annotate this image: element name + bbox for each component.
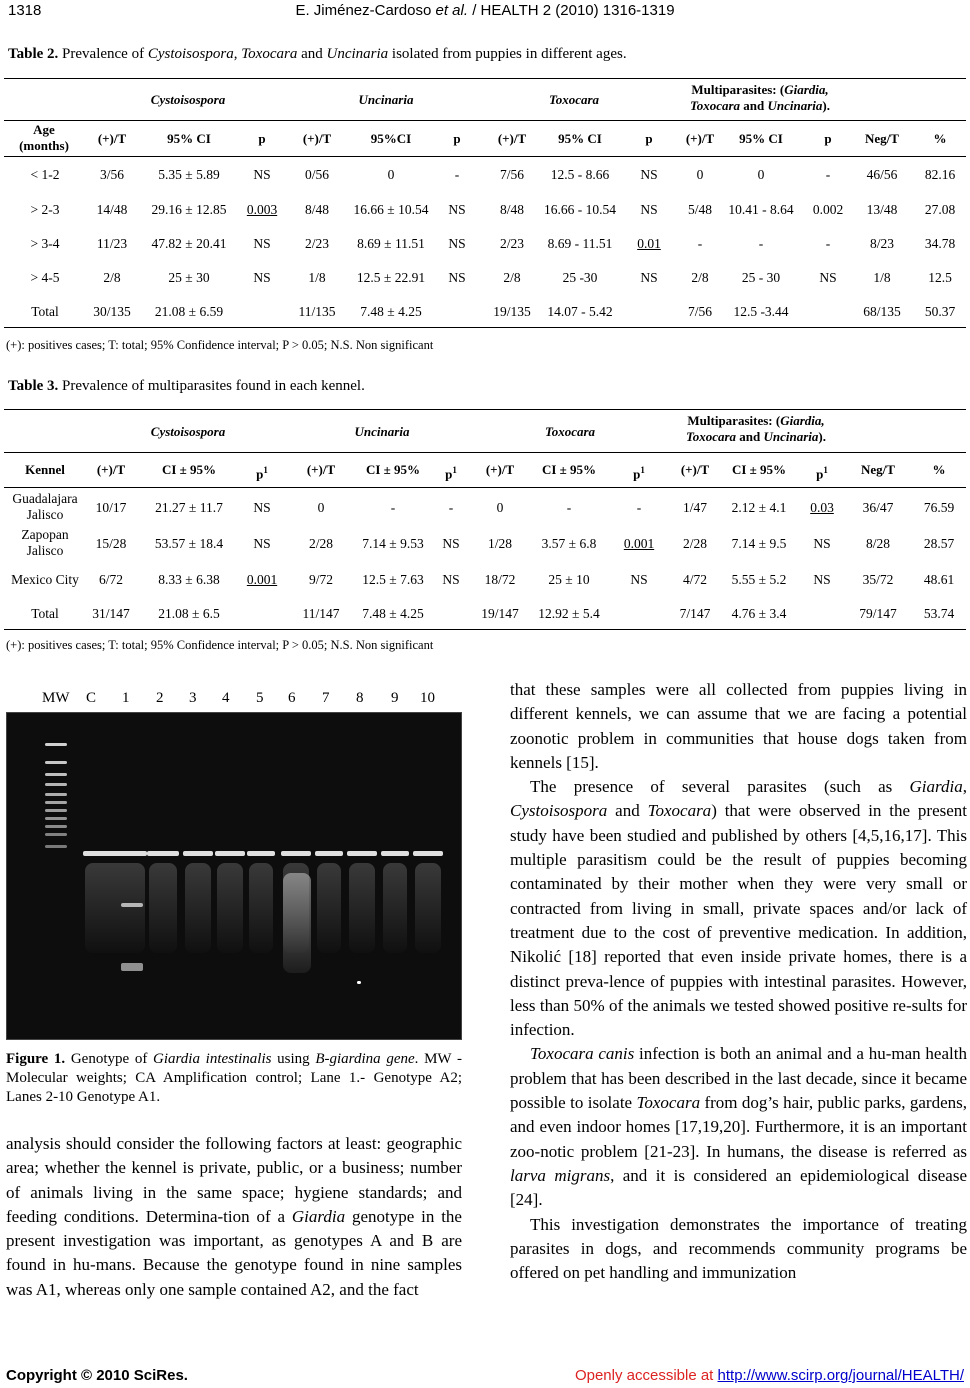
table2-cell: NS	[448, 202, 466, 217]
table2-cell: 0.002	[812, 202, 844, 217]
table2-cell: 8/23	[869, 236, 894, 251]
table3-cell: 25 ± 10	[548, 572, 590, 587]
right-column-text	[510, 678, 967, 1285]
table3-cell: 8.33 ± 6.38	[158, 572, 220, 587]
table3-cell: 4.76 ± 3.4	[731, 606, 787, 621]
table3-cell: 10/17	[95, 500, 127, 515]
table2-cell: NS	[448, 270, 466, 285]
dna-band	[83, 851, 147, 856]
table2-cell: 11/23	[96, 236, 128, 251]
table3-cell: -	[390, 500, 396, 515]
table2-cell: 25 - 30	[741, 270, 781, 285]
ladder-band	[45, 761, 67, 764]
table3-cell: 7.14 ± 9.5	[731, 536, 787, 551]
table3-col-header: Kennel	[25, 462, 65, 477]
dna-band	[281, 851, 311, 856]
table3-cell: 5.55 ± 5.2	[731, 572, 787, 587]
table2-col-header: 95% CI	[167, 131, 211, 146]
table3-col-header: CI ± 95%	[731, 462, 787, 477]
table2-cell: 0/56	[304, 167, 329, 182]
figure1-caption: Figure 1. Genotype of Giardia intestinalis using B-giardina gene. MW - Molecular weights; CA Amplification control; Lane 1.- Genotype A2; Lanes 2-10 Genotype A1.	[6, 1051, 462, 1105]
dna-band-a2	[121, 963, 143, 971]
table3-col-header: (+)/T	[306, 462, 336, 477]
table3-kennel-2: Jalisco	[26, 543, 64, 558]
table2-cell: 16.66 - 10.54	[544, 202, 616, 217]
table3-cell: 36/47	[862, 500, 894, 515]
table2-col-header: p	[453, 131, 461, 146]
table3-col-header: $p^1$	[816, 465, 828, 482]
table2-col-header: (+)/T	[685, 131, 715, 146]
table3-cell: 7.48 ± 4.25	[362, 606, 424, 621]
table3-header-rule	[4, 487, 966, 488]
table3-cell: 79/147	[859, 606, 897, 621]
table3-col-header: $p^1$	[445, 465, 457, 482]
table2-cell: 29.16 ± 12.85	[151, 202, 227, 217]
table3-cell: 18/72	[484, 572, 516, 587]
dna-smear	[415, 863, 441, 953]
page-number: 1318	[8, 2, 42, 19]
table3-cell: 31/147	[92, 606, 130, 621]
ladder-band	[45, 817, 67, 820]
dna-band	[147, 851, 179, 856]
table2-cell: 12.5 -3.44	[733, 304, 789, 319]
ladder-band	[45, 833, 67, 836]
ladder-band	[45, 809, 67, 812]
table2-col-header: p	[824, 131, 832, 146]
dna-smear-heavy	[283, 873, 311, 973]
table2-group-rule	[4, 120, 966, 121]
table3-cell: NS	[630, 572, 648, 587]
table2-cell: 2/23	[304, 236, 329, 251]
table3-cell: 9/72	[308, 572, 333, 587]
access-note: Openly accessible at http://www.scirp.org/journal/HEALTH/	[574, 1367, 964, 1384]
table2-cell: 8.69 ± 11.51	[357, 236, 425, 251]
table3-cell: 53.74	[923, 606, 955, 621]
table2-cell: NS	[819, 270, 837, 285]
table2-cell: NS	[253, 167, 271, 182]
table2-cell: 1/8	[873, 270, 891, 285]
table3-cell: 19/147	[481, 606, 519, 621]
table2-cell: > 2-3	[30, 202, 60, 217]
table2-col-header: p	[258, 131, 266, 146]
table3-cell: -	[448, 500, 454, 515]
table3-col-header: %	[932, 462, 946, 477]
table3-bottom-rule	[4, 629, 966, 630]
table2-cell: 0.003	[246, 202, 278, 217]
table2-cell: 14/48	[96, 202, 128, 217]
table2-cell: 47.82 ± 20.41	[151, 236, 227, 251]
dna-smear	[317, 863, 341, 953]
gel-electrophoresis-image	[6, 712, 462, 1040]
left-column-text: analysis should consider the following factors at least: geographic area; whether the kennel is private, public, or a business; number of animals living in the same space; hygiene standards; and feeding conditions. Determina-tion of a Giardia genotype in the present investigation was important, as genotypes A and B are found in hu-mans. Because the genotype found in nine samples was A1, whereas only one sample contained A2, and the fact	[6, 1134, 462, 1299]
table2-age-header: Age	[33, 122, 55, 137]
table3-cell: 2/28	[682, 536, 707, 551]
dna-band	[215, 851, 245, 856]
table3-col-header: $p^1$	[256, 465, 268, 482]
table3-kennel-2: Jalisco	[26, 507, 64, 522]
table3-cell: 7.14 ± 9.53	[362, 536, 424, 551]
lane-label: 6	[288, 690, 296, 706]
table2-cell: 34.78	[924, 236, 956, 251]
table3-cell: 0.001	[246, 572, 278, 587]
table3-cell: NS	[813, 572, 831, 587]
table2-cell: 0	[757, 167, 765, 182]
table2-cell: 27.08	[924, 202, 956, 217]
table2-cell: 13/48	[866, 202, 898, 217]
table3-note: (+): positives cases; T: total; 95% Confidence interval; P > 0.05; N.S. Non significant	[6, 638, 434, 652]
table3-cell: 28.57	[923, 536, 955, 551]
table3-cell: 15/28	[95, 536, 127, 551]
table2-group-2: Toxocara	[548, 92, 600, 107]
table3-cell: 12.92 ± 5.4	[538, 606, 600, 621]
table2-cell: > 3-4	[30, 236, 60, 251]
table2-cell: 7/56	[499, 167, 524, 182]
right-paragraph-3: Toxocara canis infection is both an animal and a hu-man health problem that has been described in the last decade, since it became possible to isolate Toxocara from dog’s hair, public parks, gardens, and even indoor homes [17,19,20]. Furthermore, it is an important zoo-notic problem [21-23]. In humans, the disease is referred as larva migrans, and it is considered an epidemiological disease [24].	[510, 1044, 967, 1210]
table2-cell: NS	[253, 236, 271, 251]
lane-label: 5	[256, 690, 264, 706]
dna-band	[315, 851, 343, 856]
table2-group-0: Cystoisospora	[150, 92, 226, 107]
dna-band	[347, 851, 377, 856]
table3-cell: 0.03	[810, 500, 834, 515]
table2-col-header: 95% CI	[558, 131, 602, 146]
table2-cell: 8/48	[304, 202, 329, 217]
table2-col-header: (+)/T	[302, 131, 332, 146]
dna-smear	[217, 863, 243, 953]
table3-cell: 3.57 ± 6.8	[541, 536, 597, 551]
table3-col-header: (+)/T	[485, 462, 515, 477]
table3-cell: 0.001	[623, 536, 655, 551]
table2-col-header: p	[645, 131, 653, 146]
table2-cell: NS	[253, 270, 271, 285]
table2-cell: 11/135	[298, 304, 336, 319]
table2-cell: -	[825, 167, 831, 182]
table3-cell: 0	[317, 500, 325, 515]
table3-cell: NS	[253, 536, 271, 551]
lane-label: 9	[391, 690, 399, 706]
lane-label: 8	[356, 690, 364, 706]
table3-cell: NS	[442, 536, 460, 551]
table3-group-2: Toxocara	[544, 424, 596, 439]
table2-cell: -	[825, 236, 831, 251]
right-paragraph-4: This investigation demonstrates the importance of treating parasites in dogs, and recommends community programs be offered on pet handling and immunization	[510, 1214, 967, 1283]
table2-cell: 7.48 ± 4.25	[360, 304, 422, 319]
dna-smear	[349, 863, 375, 953]
table2-cell: 7/56	[687, 304, 712, 319]
ladder-band	[45, 793, 67, 796]
table2-cell: 12.5 ± 22.91	[356, 270, 426, 285]
table3-col-header: (+)/T	[680, 462, 710, 477]
table2-group-1: Uncinaria	[358, 92, 414, 107]
dna-band	[247, 851, 275, 856]
table2-note: (+): positives cases; T: total; 95% Confidence interval; P > 0.05; N.S. Non significant	[6, 338, 434, 352]
dna-smear	[249, 863, 273, 953]
table3-cell: 21.08 ± 6.5	[158, 606, 220, 621]
table2-cell: > 4-5	[30, 270, 60, 285]
table2-cell: 30/135	[93, 304, 131, 319]
table2-cell: -	[758, 236, 764, 251]
copyright: Copyright © 2010 SciRes.	[6, 1367, 188, 1384]
ladder-band	[45, 743, 67, 746]
table2-col-header: %	[933, 131, 947, 146]
table3-cell: 21.27 ± 11.7	[155, 500, 223, 515]
table2-age-header-2: (months)	[19, 138, 69, 153]
table3-cell: 2/28	[308, 536, 333, 551]
table2-col-header: 95% CI	[739, 131, 783, 146]
table2-cell: 2/23	[499, 236, 524, 251]
table2-top-rule	[4, 78, 966, 79]
table3-kennel: Guadalajara	[12, 491, 78, 506]
lane-label: C	[86, 690, 97, 706]
table3-group-1: Uncinaria	[354, 424, 410, 439]
table2-col-header: Neg/T	[865, 131, 899, 146]
table2-cell: 10.41 - 8.64	[728, 202, 794, 217]
table2-cell: 19/135	[493, 304, 531, 319]
right-paragraph-2: The presence of several parasites (such as Giardia, Cystoisospora and Toxocara) that were observed in the present study have been studied and published by others [4,5,16,17]. This multiple parasitism could be the result of puppies becoming contaminated by their mother when they were very small or contracted from living in small, private spaces and/or lack of treatment due to the cost of preventive medication. In addition, Nikolić [18] reported that even inside private homes, there is a distinct preva-lence of puppies with intestinal parasites. However, less than 50% of the animals we tested showed positive re-sults for infection.	[510, 777, 967, 1040]
gel-artefact	[357, 981, 361, 984]
journal-link[interactable]: http://www.scirp.org/journal/HEALTH/	[717, 1367, 964, 1384]
table2-cell: 25 ± 30	[168, 270, 210, 285]
table3-col-header: CI ± 95%	[161, 462, 217, 477]
table2-cell: 5/48	[687, 202, 712, 217]
running-header: E. Jiménez-Cardoso et al. / HEALTH 2 (2010) 1316-1319	[295, 2, 675, 19]
table2-cell: 0	[387, 167, 395, 182]
table2-cell: 2/8	[691, 270, 709, 285]
table2-cell: NS	[448, 236, 466, 251]
table3-cell: 6/72	[98, 572, 123, 587]
table3-kennel: Zapopan	[21, 527, 69, 542]
table2-cell: NS	[640, 167, 658, 182]
lane-label: MW	[42, 690, 70, 706]
table2-col-header: 95%CI	[370, 131, 412, 146]
table2-cell: 0.01	[637, 236, 661, 251]
table3-kennel: Total	[31, 606, 59, 621]
ladder-band	[45, 825, 67, 828]
table3-cell: -	[566, 500, 572, 515]
table2-cell: -	[697, 236, 703, 251]
table3-col-header: Neg/T	[861, 462, 895, 477]
table3-cell: NS	[442, 572, 460, 587]
dna-smear	[383, 863, 407, 953]
table2-cell: 2/8	[103, 270, 121, 285]
lane-label: 10	[420, 690, 435, 706]
table2-caption: Table 2. Prevalence of Cystoisospora, Toxocara and Uncinaria isolated from puppies in different ages.	[8, 46, 627, 62]
table2-cell: 16.66 ± 10.54	[353, 202, 429, 217]
table2-cell: Total	[31, 304, 59, 319]
table2-cell: 50.37	[924, 304, 956, 319]
dna-smear	[85, 863, 145, 953]
table3-cell: 48.61	[923, 572, 955, 587]
lane-label: 2	[156, 690, 164, 706]
dna-smear	[185, 863, 211, 953]
table3-col-header: $p^1$	[633, 465, 645, 482]
table3-col-header: (+)/T	[96, 462, 126, 477]
table2-cell: 2/8	[503, 270, 521, 285]
table3-group-rule	[4, 452, 966, 453]
table3-cell: 8/28	[865, 536, 890, 551]
table2-cell: 82.16	[924, 167, 956, 182]
dna-band	[413, 851, 443, 856]
table2-bottom-rule	[4, 327, 966, 328]
table2-cell: 0	[696, 167, 704, 182]
table2-cell: NS	[640, 202, 658, 217]
table2-cell: 68/135	[863, 304, 901, 319]
table3-caption: Table 3. Prevalence of multiparasites found in each kennel.	[8, 378, 365, 394]
lane-label: 4	[222, 690, 230, 706]
table3-cell: 12.5 ± 7.63	[362, 572, 424, 587]
table2-header-rule	[4, 156, 966, 157]
table2-col-header: (+)/T	[497, 131, 527, 146]
table3-cell: 1/28	[487, 536, 512, 551]
right-paragraph-1: that these samples were all collected from puppies living in different kennels, we can assume that we are facing a potential zoonotic problem in communities that house dogs taken from kennels [15].	[510, 680, 967, 772]
multiparasites-header: Multiparasites: (Giardia, Toxocara and Uncinaria).	[685, 413, 827, 444]
table3-group-0: Cystoisospora	[150, 424, 226, 439]
table2-cell: 25 -30	[562, 270, 598, 285]
ladder-band	[45, 773, 67, 776]
dna-smear	[149, 863, 177, 953]
ladder-band	[45, 801, 67, 804]
table3-cell: 4/72	[682, 572, 707, 587]
lane-label: 7	[322, 690, 330, 706]
table2-cell: 8/48	[499, 202, 524, 217]
table2-cell: -	[454, 167, 460, 182]
table3-top-rule	[4, 409, 966, 410]
table3-cell: -	[636, 500, 642, 515]
table2-cell: 3/56	[99, 167, 124, 182]
table3-cell: 0	[496, 500, 504, 515]
table2-cell: NS	[640, 270, 658, 285]
table3-cell: 11/147	[302, 606, 340, 621]
ladder-band	[45, 845, 67, 848]
lane-label: 3	[189, 690, 197, 706]
table3-col-header: CI ± 95%	[365, 462, 421, 477]
table3-cell: 7/147	[679, 606, 711, 621]
table3-cell: NS	[813, 536, 831, 551]
table2-cell: 21.08 ± 6.59	[154, 304, 224, 319]
dna-band-a2	[121, 903, 143, 907]
table2-cell: < 1-2	[30, 167, 60, 182]
table2-cell: 1/8	[308, 270, 326, 285]
table3-cell: NS	[253, 500, 271, 515]
table3-cell: 53.57 ± 18.4	[154, 536, 224, 551]
table3-cell: 76.59	[923, 500, 955, 515]
dna-band	[381, 851, 409, 856]
table2-cell: 12.5	[928, 270, 952, 285]
table3-cell: 1/47	[682, 500, 707, 515]
table2-cell: 46/56	[866, 167, 898, 182]
table2-cell: 8.69 - 11.51	[547, 236, 613, 251]
ladder-band	[45, 783, 67, 786]
table2-col-header: (+)/T	[97, 131, 127, 146]
table3-kennel: Mexico City	[11, 572, 79, 587]
table2-cell: 14.07 - 5.42	[547, 304, 613, 319]
table3-cell: 35/72	[862, 572, 894, 587]
dna-band	[183, 851, 213, 856]
table3-col-header: CI ± 95%	[541, 462, 597, 477]
table3-cell: 2.12 ± 4.1	[731, 500, 787, 515]
table2-cell: 5.35 ± 5.89	[158, 167, 220, 182]
lane-label: 1	[122, 690, 130, 706]
table2-cell: 12.5 - 8.66	[550, 167, 610, 182]
multiparasites-header: Multiparasites: (Giardia, Toxocara and Uncinaria).	[689, 82, 831, 113]
